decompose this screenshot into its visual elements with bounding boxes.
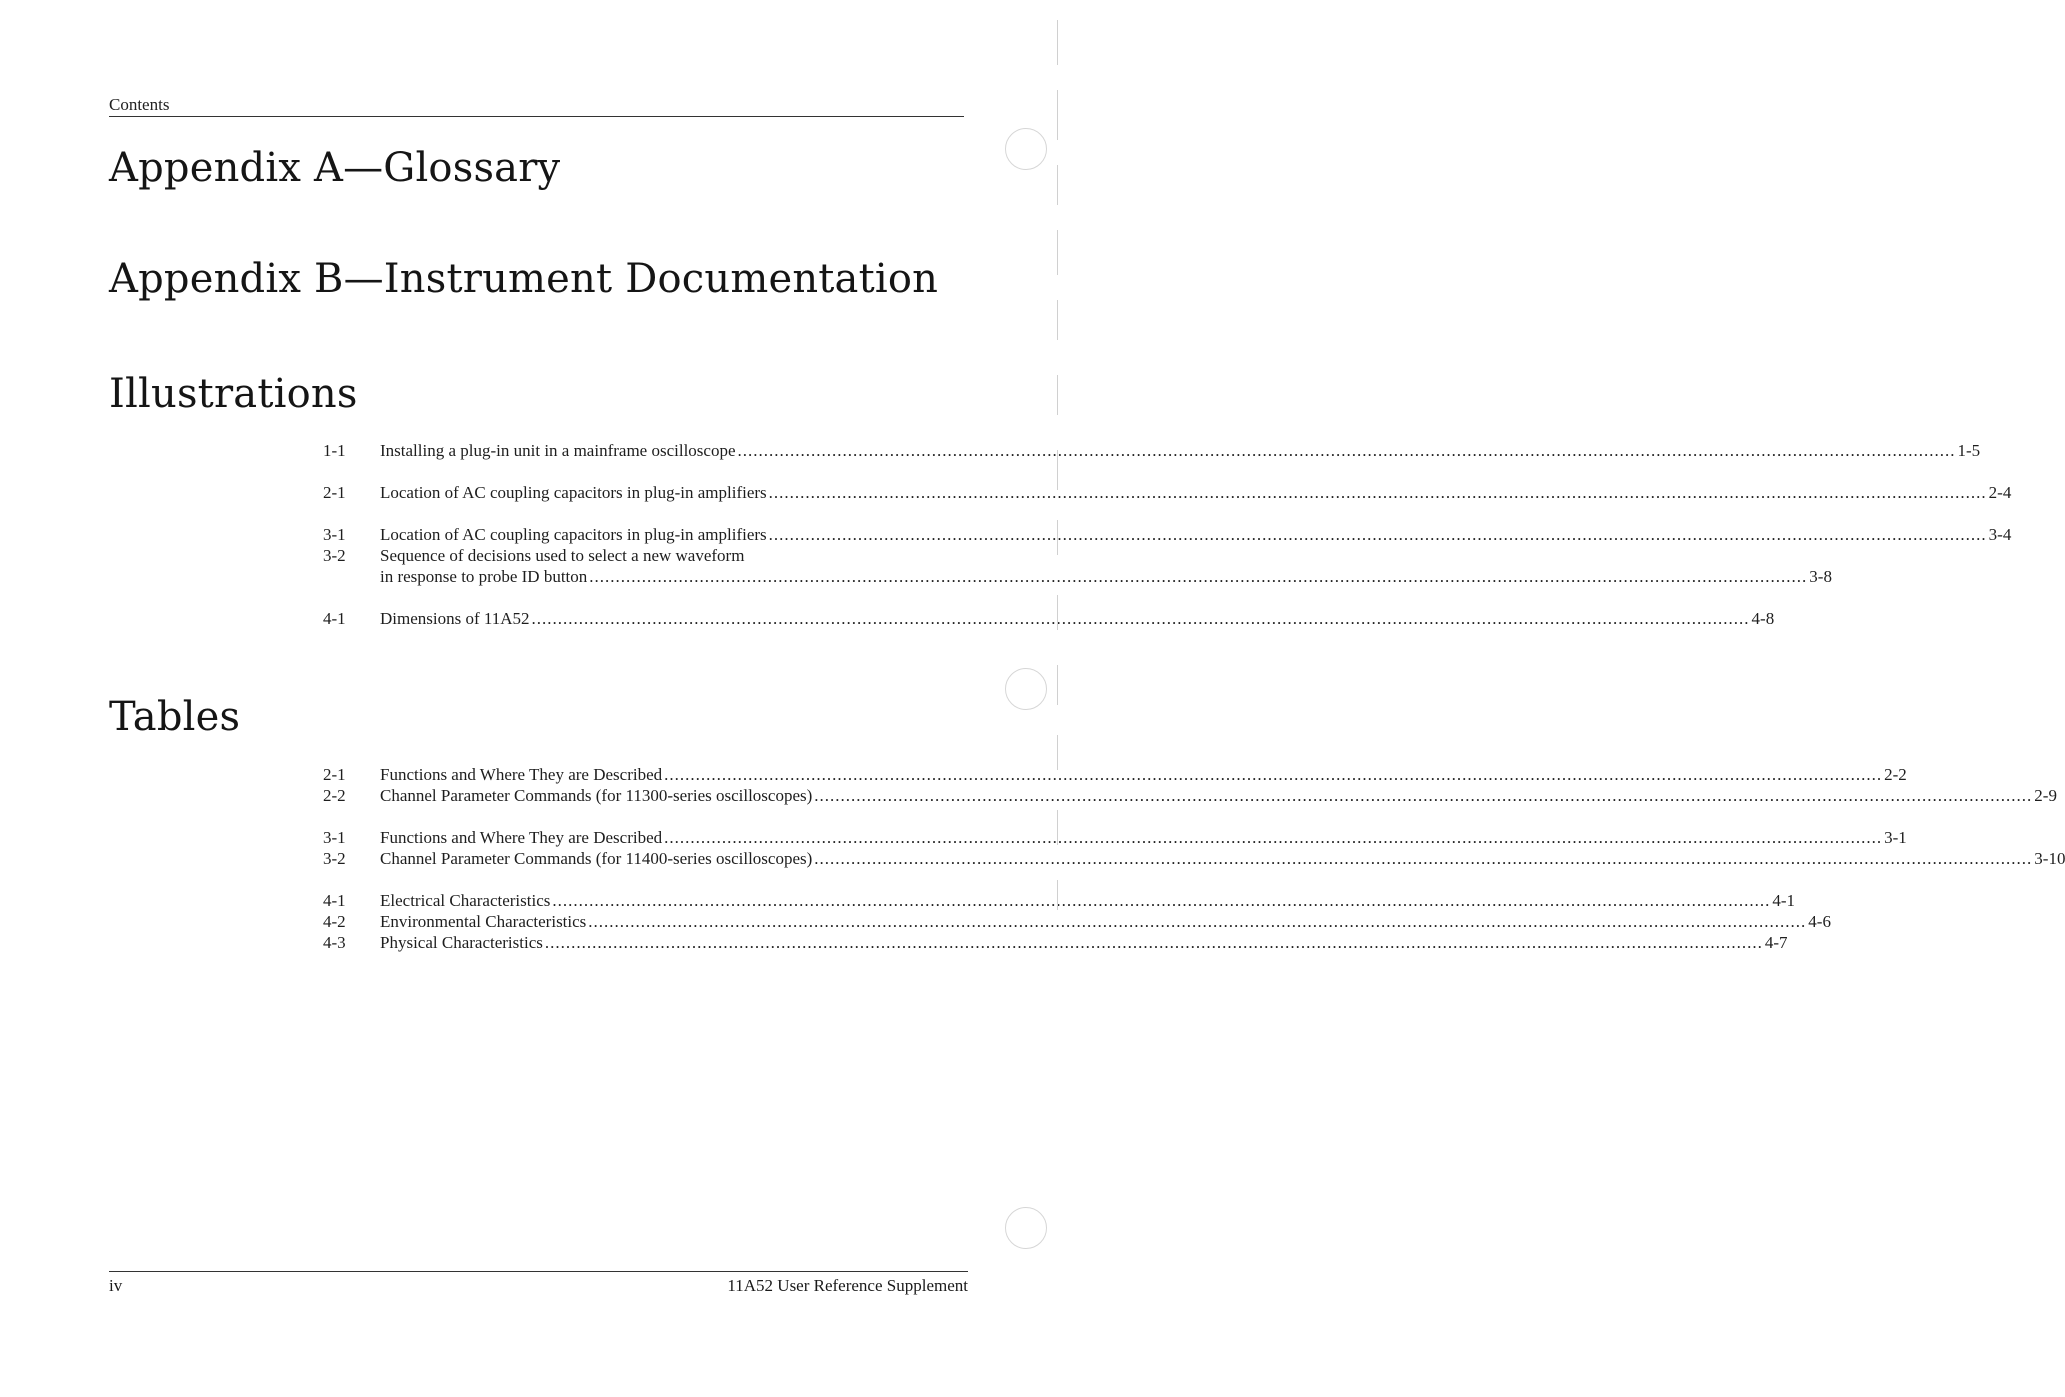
entry-number: 3-2 <box>323 849 346 868</box>
entry-title-continuation: in response to probe ID button <box>380 567 588 586</box>
entry-number: 1-1 <box>323 441 346 460</box>
entry-title: Functions and Where They are Described <box>380 828 663 847</box>
margin-mark <box>1057 165 1058 205</box>
margin-mark <box>1057 20 1058 65</box>
heading-instrument-documentation: Appendix B—Instrument Documentation <box>109 256 939 302</box>
toc-entry[interactable] <box>323 932 1788 953</box>
entry-title: Location of AC coupling capacitors in plug-in amplifiers <box>380 525 767 544</box>
heading-tables: Tables <box>109 694 241 740</box>
dot-leader <box>769 524 1987 545</box>
toc-entry[interactable] <box>323 482 2012 503</box>
margin-mark <box>1057 595 1058 630</box>
margin-mark <box>1057 880 1058 910</box>
toc-entry[interactable] <box>323 890 1796 911</box>
margin-mark <box>1057 735 1058 770</box>
entry-title: Installing a plug-in unit in a mainframe oscilloscope <box>380 441 736 460</box>
dot-leader <box>738 440 1956 461</box>
toc-entry[interactable] <box>323 827 1907 848</box>
entry-page: 2-9 <box>2034 786 2057 805</box>
entry-page: 3-1 <box>1884 828 1907 847</box>
illustrations-group-3 <box>323 524 2012 587</box>
dot-leader <box>589 566 1807 587</box>
heading-illustrations: Illustrations <box>109 371 358 417</box>
punch-hole-decoration <box>1005 128 1047 170</box>
illustrations-group-2 <box>323 482 2012 503</box>
entry-page: 2-4 <box>1988 483 2012 502</box>
margin-mark <box>1057 450 1058 490</box>
header-rule <box>109 116 964 117</box>
punch-hole-decoration <box>1005 1207 1047 1249</box>
entry-number: 2-1 <box>323 483 346 502</box>
margin-mark <box>1057 665 1058 705</box>
footer-title: 11A52 User Reference Supplement <box>727 1276 968 1295</box>
entry-page: 4-8 <box>1751 609 1775 628</box>
margin-mark <box>1057 375 1058 415</box>
entry-title: Channel Parameter Commands (for 11300-series oscilloscopes) <box>380 786 813 805</box>
entry-page: 4-6 <box>1808 912 1831 931</box>
entry-number: 3-2 <box>323 546 346 565</box>
toc-entry-continuation[interactable] <box>323 566 1832 587</box>
dot-leader <box>814 785 2032 806</box>
entry-title: Dimensions of 11A52 <box>380 609 530 628</box>
entry-page: 4-7 <box>1764 933 1788 952</box>
entry-number: 3-1 <box>323 525 346 544</box>
dot-leader <box>545 932 1763 953</box>
heading-glossary: Appendix A—Glossary <box>109 145 561 191</box>
dot-leader <box>588 911 1806 932</box>
toc-entry[interactable] <box>323 545 966 566</box>
entry-number: 2-2 <box>323 786 346 805</box>
entry-number: 2-1 <box>323 765 346 784</box>
entry-title: Functions and Where They are Described <box>380 765 663 784</box>
illustrations-group-4 <box>323 608 1775 629</box>
dot-leader <box>814 848 2032 869</box>
margin-mark <box>1057 300 1058 340</box>
margin-mark <box>1057 810 1058 845</box>
tables-group-4 <box>323 890 1831 953</box>
illustrations-group-1 <box>323 440 1981 461</box>
toc-entry[interactable] <box>323 608 1775 629</box>
tables-group-3 <box>323 827 2065 869</box>
dot-leader <box>769 482 1987 503</box>
toc-entry[interactable] <box>323 785 2057 806</box>
toc-entry[interactable] <box>323 440 1981 461</box>
entry-number: 4-1 <box>323 891 346 910</box>
entry-title: Electrical Characteristics <box>380 891 551 910</box>
dot-leader <box>552 890 1770 911</box>
margin-mark <box>1057 230 1058 275</box>
entry-number: 4-2 <box>323 912 346 931</box>
dot-leader <box>664 764 1882 785</box>
toc-entry[interactable] <box>323 524 2012 545</box>
entry-title: Environmental Characteristics <box>380 912 587 931</box>
entry-page: 4-1 <box>1772 891 1796 910</box>
entry-page: 3-10 <box>2034 849 2065 868</box>
entry-title: Physical Characteristics <box>380 933 543 952</box>
entry-page: 3-8 <box>1809 567 1832 586</box>
entry-title: Channel Parameter Commands (for 11400-series oscilloscopes) <box>380 849 813 868</box>
dot-leader <box>532 608 1750 629</box>
entry-title: Location of AC coupling capacitors in plug-in amplifiers <box>380 483 767 502</box>
margin-mark <box>1057 90 1058 140</box>
entry-number: 4-3 <box>323 933 346 952</box>
entry-page: 1-5 <box>1957 441 1981 460</box>
entry-number: 4-1 <box>323 609 346 628</box>
punch-hole-decoration <box>1005 668 1047 710</box>
tables-group-2 <box>323 764 2057 806</box>
running-head: Contents <box>109 95 170 114</box>
entry-number: 3-1 <box>323 828 346 847</box>
toc-entry[interactable] <box>323 848 2065 869</box>
entry-page: 3-4 <box>1988 525 2012 544</box>
toc-entry[interactable] <box>323 911 1831 932</box>
entry-title: Sequence of decisions used to select a new waveform <box>380 546 745 565</box>
entry-page: 2-2 <box>1884 765 1907 784</box>
dot-leader <box>664 827 1882 848</box>
footer-rule <box>109 1271 968 1272</box>
margin-mark <box>1057 520 1058 555</box>
page-number: iv <box>109 1276 123 1295</box>
toc-entry[interactable] <box>323 764 1907 785</box>
